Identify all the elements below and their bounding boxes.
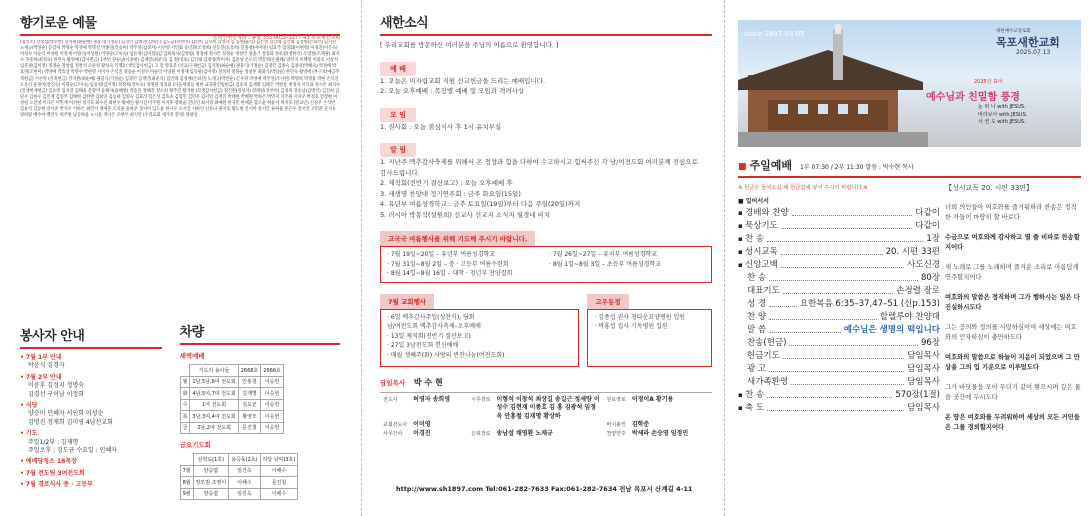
order-value: 다같이 xyxy=(915,221,940,231)
leader-dots xyxy=(792,207,913,216)
friday-subtitle: 금요기도회 xyxy=(179,441,211,449)
order-label xyxy=(738,298,766,311)
meeting-label: 모 임 xyxy=(380,108,416,122)
order-value: 96장 xyxy=(920,338,940,348)
order-row xyxy=(738,233,940,246)
july-event: 남/여전도회 맥추감사축제–오후예배 xyxy=(387,323,481,330)
panel-worship xyxy=(728,0,1091,516)
order-value: 1장 xyxy=(926,234,940,244)
order-label-text: 말 씀 xyxy=(747,325,767,335)
leader-dots xyxy=(769,311,877,320)
table-cell: 안홍철 xyxy=(238,376,261,388)
summer-events xyxy=(380,246,712,283)
table-cell: 9월 xyxy=(180,488,193,500)
table-cell: 월 xyxy=(180,376,190,388)
notice-item: 5. 러시아 박몽석(설원희) 선교사 선교지 소식지 월경대 비치 xyxy=(380,210,551,219)
reading-verse: 온 땅은 여호와를 두려워하며 세상의 모든 거민들은 그를 경외할지어다 xyxy=(945,414,1080,431)
order-label-text: 찬송(헌금) xyxy=(747,338,787,348)
table-cell: 1남,5남,6여 전도회 xyxy=(190,376,238,388)
order-label xyxy=(738,246,778,259)
table-row xyxy=(180,388,283,400)
worship-label: 예 배 xyxy=(380,62,416,76)
notice-item: 4. 유년부 여름성경학교 : 금주 토요일(19일)부터 다음 주일(20일)까지 xyxy=(380,200,581,208)
table-cell: 1여 전도회 xyxy=(190,399,238,411)
care-list xyxy=(587,309,712,367)
staff-names: 이형석 이창석 최상길 송길근 정세량 이성수 김현재 이종호 김 홍 김광석 임정옥 안홍철 김재명 황상하 xyxy=(496,395,600,420)
summer-event: · 8월 1일~8월 3일 – 초등부 여름성경학교 xyxy=(549,260,661,268)
reading-verse: 여호와의 말씀으로 하늘이 지음이 되었으며 그 만상을 그의 입 기운으로 이루었도다 xyxy=(945,354,1080,371)
order-label xyxy=(738,389,764,402)
staff-names: 송남섭 채영환 노재규 xyxy=(496,429,553,437)
table-cell: 임진옥 xyxy=(229,465,260,477)
table-cell: 김도균 xyxy=(238,399,261,411)
table-cell: 장모범 조영이 xyxy=(193,477,229,489)
staff-names: 김학준 xyxy=(631,421,650,428)
table-cell: 수 xyxy=(180,399,190,411)
panel-news xyxy=(366,0,720,516)
order-label xyxy=(738,337,786,350)
order-value: 다같이 xyxy=(915,208,940,218)
table-cell: 임진옥 xyxy=(229,488,260,500)
table-cell: 4남,5여,7여 전도회 xyxy=(190,388,238,400)
staff-role: 은퇴장로 xyxy=(471,430,491,437)
order-label xyxy=(738,350,780,363)
theme-line: 바라보아 with JESUS. xyxy=(978,111,1028,118)
bullet-icon: ▪ xyxy=(738,235,745,243)
theme-year: 2025년 표어 xyxy=(974,79,1003,85)
table-cell: 이승헌 xyxy=(261,411,284,423)
dawn-car-table xyxy=(180,364,284,434)
staff-names: 이정이A 황기용 xyxy=(631,395,674,403)
offering-title: 향기로운 예물 xyxy=(20,16,97,31)
staff-row xyxy=(380,396,691,422)
order-label xyxy=(738,259,778,272)
order-label-text: 헌금기도 xyxy=(747,351,780,361)
order-label-text: 성 경 xyxy=(747,299,767,309)
order-label xyxy=(738,402,764,415)
table-header-cell: 2668호 xyxy=(238,365,261,377)
care-item: · 김종섭 권사 청다운요양병원 입원 xyxy=(594,313,686,321)
friday-car-table xyxy=(180,453,299,500)
leader-dots xyxy=(789,337,917,346)
order-value: 담임목사 xyxy=(907,403,940,413)
table-cell: 2남,2여 전도회 xyxy=(190,422,238,434)
table-cell: 김재명 xyxy=(238,388,261,400)
table-cell: 이해수 xyxy=(229,477,260,489)
order-label-text: 묵상기도 xyxy=(744,221,778,231)
care-item: · 박홍섭 집사 기독병원 입원 xyxy=(594,323,668,330)
table-cell: 8월 xyxy=(180,477,193,489)
table-row xyxy=(180,422,283,434)
july-event: · 6일 맥추감사주일(성찬식), 당회 xyxy=(387,313,475,321)
volunteer-names: 김경선 구이남 이정희 xyxy=(28,390,84,398)
staff-names: 이미영 xyxy=(413,421,431,428)
volunteer-list xyxy=(20,354,162,490)
church-name: 목포새한교회 xyxy=(996,36,1060,49)
section-marker: ■ xyxy=(738,162,747,172)
table-cell: 금 xyxy=(180,422,190,434)
table-cell: 3남,3여,4여 전도회 xyxy=(190,411,238,423)
worship-item: 2. 오늘 오후예배 : 목장별 예배 및 모임과 격려사상 xyxy=(380,87,525,95)
pastor-line xyxy=(380,377,712,388)
notice-item: 1. 지난주 맥추감사축제를 위해서 온 정성과 힘을 다하여 수고하시고 힘써주신 각 남/여전도회 여러분께 진심으로 감사드립니다. xyxy=(380,158,698,177)
leader-dots xyxy=(767,402,904,411)
volunteer-heading: • 식당 xyxy=(20,402,38,410)
table-cell: 이승헌 xyxy=(261,388,284,400)
leader-dots xyxy=(769,298,797,307)
online-account: 온라인헌금계좌 : 농협 355-0025-1277-43 목포새한교회 xyxy=(212,35,340,41)
church-building-image xyxy=(738,20,928,147)
welcome-text: [ 우리교회를 방문하신 여러분을 주님의 이름으로 환영합니다. ] xyxy=(380,41,559,49)
table-cell: 이승헌 xyxy=(261,376,284,388)
worship-title: 주일예배 xyxy=(749,159,793,172)
volunteer-heading: • 7월 2부 안내 xyxy=(20,373,62,381)
july-event: · 27일 3남전도회 헌신예배 xyxy=(387,342,459,349)
notice-label: 알 림 xyxy=(380,143,416,157)
staff-names: 박세라 손승영 임정민 xyxy=(631,429,689,437)
bullet-icon: ▪ xyxy=(738,222,745,230)
order-row xyxy=(738,363,940,376)
order-value: 담임목사 xyxy=(907,364,940,374)
news-title: 새한소식 xyxy=(380,16,429,31)
summer-event: · 7월 31일~8월 2일 – 중 · 고등부 여름수련회 xyxy=(387,260,509,268)
order-label xyxy=(738,272,766,285)
volunteer-names: 박윤식 김경자 xyxy=(28,362,65,370)
bullet-icon: ▪ xyxy=(738,261,745,269)
staff-table xyxy=(380,396,691,439)
notice-item: 3. 새생명 찬양대 정기연주회 : 금주 화요일(15일) xyxy=(380,189,521,198)
worship-header xyxy=(738,157,1081,178)
offering-list: (십일조) 강성섭(박수완) 강지원(최순애) 권용식(가정순) 김경민 김태연(김태은) 김도균(강선미) 김선희 김수희 김영자 김 동원(윤석) 김은영 김인례 김인태 김정병(손외선) 김지연 노재규(박연순) 문갑미 박영순 박경애 박명실 박종연(안승미) 박주연(김정자) 서선영 서인화 송인환(조정희) 신동진(오옥희) 안홍철(이미영) 엄효주 엄경화(이현영) 이경진(이은숙) 이성수 이순덕 이양원 이정재 이영석(이성원) 이명순(고미숙) 임유영(김미정)(김 임희목사(김병엽) 정경애 정시몬 정정순 정창민 정충기 정충화 정초영(정한석) 조영원(조재권) 최지수 추준희(최정숙) 한민숙 황영애 (감사헌금) 1부헌 강순남(서종현) 김재민(최준석) 김 원(영초) 김인례 김재명(박미자) 김준상 문모리 박문희(손원해) 양선지 이해연 이중호 이창석 임유필(김미정) 정정순 정창림 정찬석 조순영 황성숙 익명2 (생일감사헌금) 고 걸 박효준 (선교/구제헌금) 김지원(최순애) 권용식(가정순) 김경민 김종숙 김종성(박혜숙) 박경애 박효영(조현미) 박양애 박효상 박병수 박현영 서미자 손석진 정용순 이성수 이순덕 이양원 이정재 임유필(김미정) 정정희 정정순 정창훈 최화식(박일순) 한민숙 황영애 (부구보(예금추적헌금) 서선영 (건축헌금) 강지원(최순애) 권용식(가정순) 김경민 김재민(최준석) 김인례 김정배(손외선) 노재규(박연순) 문우위 박경애 박주연(조지현) 박명희 박정용 박현 손석진 오유석 윤정미(강진숙) 이명순(고미숙) 임유영(김미정) 정정희(강미숙) 정명원 정경화 (다음세대를 위한 교육관건립헌금) 김승혁 김재명 김태은 박현용 변정자 서인화 정시몬 최지수 (일생헌제헌금) 김유빈 김지연 김해윤 문향미 윤혜자(윤혜영) 박승진 정해진 정소희 황주연 황지현 (학생감사헌금) 정진원(정성자) 강래원(강선미) 김정목 강승남(김병석) 김진희 김단우 김현우 김민재 김연주 김태현 김한별 김희연 김동하 김명숙 김효라 김은성 김효솔 김형민 김민우 김서연 김재진 박태현 박혜원 박하은 박민지 서주원 서지우 박정호 안장현 이상원 오진영 이다은 이민재 이서현 정지호 최수진 최현우 황예린 황서진 이주원 이지후 장하윤 전다인 최서영 최예원 한지민 한예준 함소윤 허윤서 허지호 (전교인) 손정우 손석빈 김윤석 김동현 강서준 박지우 이하은 최민서 정예준 조서윤 윤하준 장지아 임도윤 한시우 오서진 서하린 신유나 권지호 황도현 안서아 송지안 류하율 홍은우 전서연 고민준 문지유 양하람 배수아 백건우 허주원 남궁하윤 노시윤 정다은 조현우 최지안 (우리교회 새가족 환영) 목양실 xyxy=(20,40,340,119)
order-label xyxy=(738,207,789,220)
cover-image xyxy=(738,20,1081,147)
order-label xyxy=(738,285,780,298)
order-value: 요한복음 6:35–37,47–51 (신p.153) xyxy=(799,299,940,309)
order-label-text: 대표기도 xyxy=(747,286,780,296)
order-row xyxy=(738,311,940,324)
order-value: 사도신경 xyxy=(907,260,940,270)
leader-dots xyxy=(783,350,904,359)
theme-subtext xyxy=(978,104,1027,127)
staff-role: 사무간사 xyxy=(383,430,403,437)
theme-line: 사 귄 도 with JESUS. xyxy=(978,119,1026,125)
order-row xyxy=(738,376,940,389)
order-value: 할렐루야 찬양대 xyxy=(879,312,940,322)
worship-item: 1. 오늘은 미자립교회 지원 선교헌금을 드리는 예배입니다. xyxy=(380,76,546,85)
meeting-item: 1. 권사회 : 오늘 점심식사 후 1시 유치부실 xyxy=(380,122,502,131)
order-row xyxy=(738,246,940,259)
bullet-icon: ▪ xyxy=(738,209,745,217)
order-label xyxy=(738,233,764,246)
theme-line: 눈 떠 나 with JESUS. xyxy=(978,104,1026,110)
volunteer-names: 김명진 정재희 김미영 4남선교회 xyxy=(28,418,113,426)
staff-names xyxy=(493,421,603,430)
divider xyxy=(380,34,712,36)
bullet-icon: ▪ xyxy=(738,391,745,399)
meeting-list xyxy=(380,122,712,133)
order-row xyxy=(738,207,940,220)
summer-event: · 7월 26일~27일 – 유치부 여름성경학교 xyxy=(549,251,658,258)
order-value: 담임목사 xyxy=(907,377,940,387)
divider xyxy=(380,392,712,393)
order-value: 예수님은 생명의 떡입니다 xyxy=(843,325,940,335)
order-label-text: 광 고 xyxy=(747,364,767,374)
worship-list xyxy=(380,76,712,97)
july-event: · 13일 제직회(전반기 결산보고) xyxy=(387,332,471,340)
table-row xyxy=(180,411,283,423)
order-value: 담임목사 xyxy=(907,351,940,361)
theme-text: 예수님과 친밀함 풍경 xyxy=(926,92,1020,103)
pastor-label: 담임목사 xyxy=(380,378,406,387)
order-row xyxy=(738,402,940,415)
order-value: 20. 시편 33편 xyxy=(885,247,940,257)
volunteer-heading: • 7월 경로식사 중 · 고등부 xyxy=(20,481,93,489)
table-header-cell: 2666호 xyxy=(261,365,284,377)
worship-times: 1부 07:30 / 2부 11:30 말씀 : 박수현 목사 xyxy=(800,164,914,171)
offering-notice: ※ 헌금은 들어오실 때 헌금함에 넣어 주시기 바랍니다 ※ xyxy=(738,185,868,191)
notice-item: 2. 제직회(전반기 결산보고) : 오늘 오후예배 후 xyxy=(380,179,513,187)
table-cell: 이해수 xyxy=(260,465,298,477)
order-value: 80장 xyxy=(920,273,940,283)
volunteer-names: 주일1/2부 : 김재명 xyxy=(28,438,79,446)
dawn-service-subtitle: 새벽예배 xyxy=(179,352,205,360)
leader-dots xyxy=(781,220,913,229)
volunteer-heading: • 7월 1부 안내 xyxy=(20,354,62,361)
leader-dots xyxy=(767,389,892,398)
stand-up-label: ■ 일어서서 xyxy=(738,198,769,205)
order-row xyxy=(738,324,940,337)
order-label-text: 찬 양 xyxy=(747,312,767,322)
july-events xyxy=(380,309,579,367)
staff-row xyxy=(380,421,691,430)
leader-dots xyxy=(781,246,883,255)
staff-role xyxy=(468,421,493,430)
table-header-cell xyxy=(180,365,190,377)
order-label xyxy=(738,363,766,376)
table-row xyxy=(180,399,283,411)
summer-title: 고국국 여름행사를 위해 기도해 주시기 바랍니다. xyxy=(380,231,535,246)
leader-dots xyxy=(769,363,904,372)
reading-verse: 여호와의 말씀은 정직하며 그가 행하시는 일은 다 진실하시도다 xyxy=(945,294,1080,311)
table-cell: 이승헌 xyxy=(261,422,284,434)
order-of-worship xyxy=(738,207,940,415)
bulletin-date: 2025.07.13 xyxy=(1016,49,1051,56)
bullet-icon: ▪ xyxy=(738,248,745,256)
table-header-cell xyxy=(180,454,193,466)
order-row xyxy=(738,272,940,285)
denomination: 대한예수교장로회 xyxy=(996,29,1031,34)
leader-dots xyxy=(783,285,893,294)
responsive-reading xyxy=(945,203,1081,432)
reading-verse: 새 노래로 그를 노래하며 즐거운 소리로 아름답게 연주할지어다 xyxy=(945,264,1079,281)
table-cell: 7월 xyxy=(180,465,193,477)
volunteer-names: 양승미 민혜자 서인희 이성순 xyxy=(28,410,104,418)
table-row xyxy=(180,465,298,477)
staff-role: 전도사 xyxy=(383,396,398,403)
leader-dots xyxy=(769,324,841,333)
reading-verse: 그는 공의와 정의를 사랑하심이여 세상에는 여호와의 인자하심이 충만하도다 xyxy=(945,324,1077,341)
table-cell: 화 xyxy=(180,388,190,400)
order-value: 손정렬 장로 xyxy=(896,286,940,296)
staff-role: 시무장로 xyxy=(471,396,491,403)
table-header-cell: 용곡동(2호) xyxy=(229,454,260,466)
reading-verse: 수금으로 여호와께 감사하고 열 줄 비파로 찬송할지어다 xyxy=(945,234,1080,251)
order-label-text: 신앙고백 xyxy=(744,260,778,270)
table-cell: 문진철 xyxy=(238,422,261,434)
table-cell: 양승엽 xyxy=(193,465,229,477)
order-row xyxy=(738,285,940,298)
order-row xyxy=(738,298,940,311)
volunteer-heading: • 예배당청소 18목장 xyxy=(20,458,77,466)
order-label xyxy=(738,311,766,324)
fold-line xyxy=(724,0,725,516)
order-label xyxy=(738,324,766,337)
order-row xyxy=(738,220,940,233)
order-label-text: 찬 송 xyxy=(747,273,767,283)
staff-role: 원로장로 xyxy=(606,396,626,403)
summer-event: · 8월 14일~8월 16일 – 대학 · 청년부 찬양집회 xyxy=(387,270,513,277)
order-row xyxy=(738,389,940,402)
table-header-cell: 하당 남악(3호) xyxy=(260,454,298,466)
divider xyxy=(180,343,340,345)
order-row xyxy=(738,259,940,272)
volunteer-heading: • 7월 전도팀 3여전도회 xyxy=(20,469,85,477)
summer-event: · 7월 19일~20일 – 유년부 여름성경학교 xyxy=(387,251,496,258)
volunteer-title: 봉사자 안내 xyxy=(20,329,85,344)
table-row xyxy=(180,488,298,500)
table-cell: 이해수 xyxy=(260,488,298,500)
staff-role: 교회전도사 xyxy=(383,422,408,428)
leader-dots xyxy=(781,259,904,268)
divider xyxy=(20,347,162,349)
order-row xyxy=(738,350,940,363)
footer-contact: http://www.sh1897.com Tel:061-282-7633 Fax:061-282-7634 전남 목포시 산계길 4-11 xyxy=(396,485,693,493)
table-header-cell: 기도의 용사들 xyxy=(190,365,238,377)
reading-verse: 너희 의인들아 여호와를 즐거워하라 찬송은 정직한 자들이 마땅히 할 바로다 xyxy=(945,204,1077,221)
order-label-text: 찬 송 xyxy=(744,234,765,244)
leader-dots xyxy=(767,233,923,242)
order-row xyxy=(738,337,940,350)
order-label-text: 새가족환영 xyxy=(747,377,789,387)
table-cell: 목 xyxy=(180,411,190,423)
car-title: 차량 xyxy=(179,325,204,340)
july-event: · 매월 셋째주(화) 사랑의 반찬나눔(여전도회) xyxy=(387,351,505,359)
since-text: since 1897.03.05 xyxy=(744,30,805,38)
table-cell: 이승헌 xyxy=(261,399,284,411)
table-header xyxy=(180,454,298,466)
notice-list xyxy=(380,157,712,220)
fold-line xyxy=(361,0,362,516)
reading-verse: 그가 바닷물을 모아 무더기 같이 쌓으시며 깊은 물을 곳간에 두시도다 xyxy=(945,384,1081,401)
panel-offerings xyxy=(0,0,358,516)
table-header-cell: 삼학도(1호) xyxy=(193,454,229,466)
pastor-name: 박 수 현 xyxy=(413,377,443,387)
order-label xyxy=(738,376,788,389)
staff-role: 바이올린 xyxy=(606,422,626,428)
table-cell: 황영모 xyxy=(238,411,261,423)
volunteer-heading: • 기도 xyxy=(20,430,38,438)
table-cell: 양승엽 xyxy=(193,488,229,500)
july-events-title: 7월 교회행사 xyxy=(380,294,434,309)
order-label xyxy=(738,220,778,233)
leader-dots xyxy=(769,272,918,281)
staff-role: 찬양연주 xyxy=(606,430,626,437)
care-title: 고우동정 xyxy=(587,294,628,309)
staff-names: 허영자 송희영 xyxy=(413,395,451,403)
order-label-text: 찬 송 xyxy=(744,390,765,400)
order-label-text: 성시교독 xyxy=(744,247,778,257)
order-label-text: 축 도 xyxy=(744,403,765,413)
leader-dots xyxy=(791,376,904,385)
table-cell: 문진철 xyxy=(260,477,298,489)
table-row xyxy=(180,376,283,388)
order-value: 570장(1절) xyxy=(895,390,940,400)
staff-names: 이경진 xyxy=(413,429,431,437)
volunteer-names: 이윤후 김성지 정명숙 xyxy=(28,382,84,390)
order-label-text: 경배와 찬양 xyxy=(744,208,789,218)
responsive-title: 【성시교독 20. 시편 33편】 xyxy=(945,184,1034,192)
table-row xyxy=(180,477,298,489)
staff-row xyxy=(380,430,691,439)
volunteer-names: 주일오후 : 김도균 수요일 : 민혜자 xyxy=(28,447,117,455)
table-header xyxy=(180,365,283,377)
bullet-icon: ▪ xyxy=(738,404,745,412)
